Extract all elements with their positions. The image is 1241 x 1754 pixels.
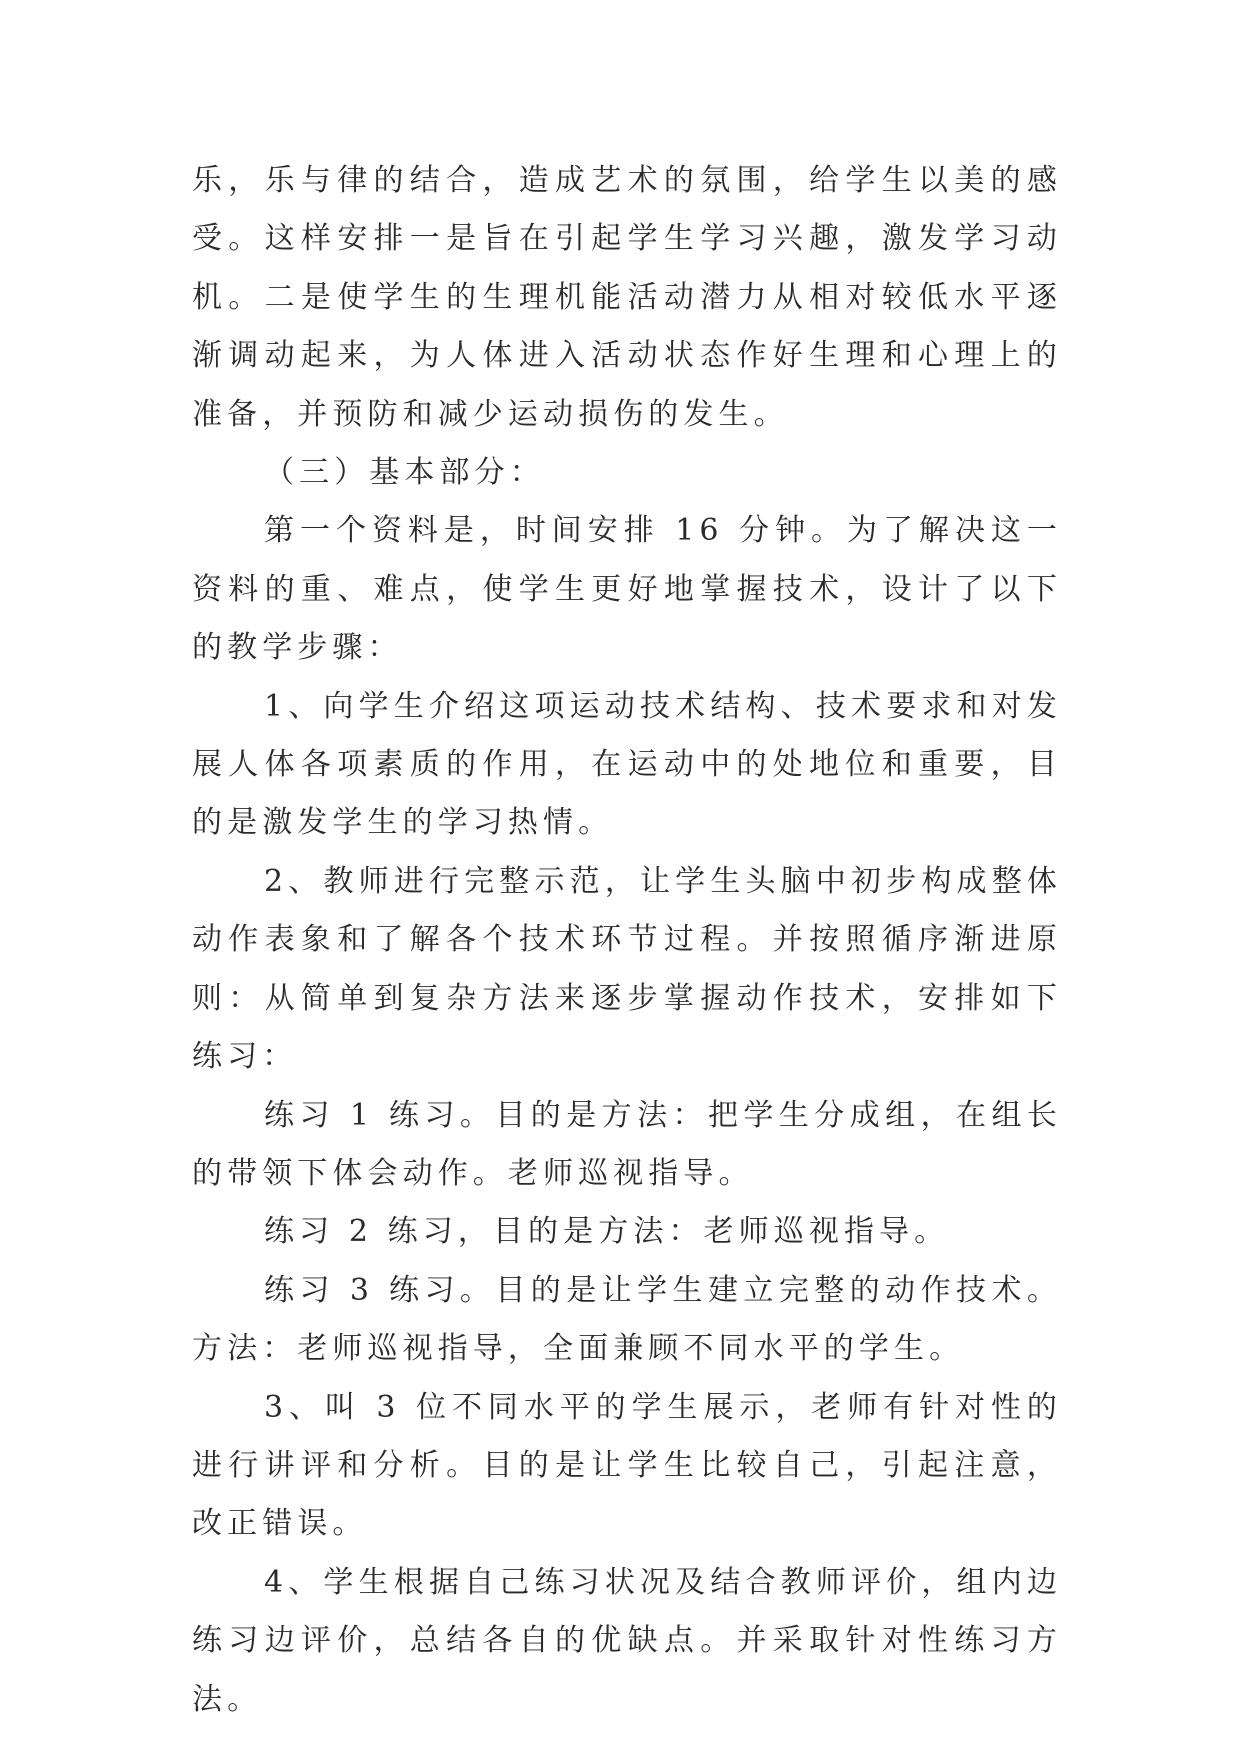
- paragraph-step-2: 2、教师进行完整示范，让学生头脑中初步构成整体动作表象和了解各个技术环节过程。并按照循序渐进原则：从简单到复杂方法来逐步掌握动作技术，安排如下练习：: [192, 863, 1062, 1075]
- paragraph-step-3: 3、叫 3 位不同水平的学生展示，老师有针对性的进行讲评和分析。目的是让学生比较自己，引起注意，改正错误。: [192, 1389, 1062, 1542]
- section-heading: （三）基本部分：: [264, 455, 545, 491]
- paragraph-step-1: 1、向学生介绍这项运动技术结构、技术要求和对发展人体各项素质的作用，在运动中的处地位和重要，目的是激发学生的学习热情。: [192, 688, 1062, 841]
- paragraph-step-4: 4、学生根据自己练习状况及结合教师评价，组内边练习边评价，总结各自的优缺点。并采取针对性练习方法。: [192, 1564, 1062, 1717]
- paragraph-first-content: 第一个资料是，时间安排 16 分钟。为了解决这一资料的重、难点，使学生更好地掌握技术，设计了以下的教学步骤：: [192, 513, 1062, 666]
- paragraph-exercise-2: 练习 2 练习，目的是方法：老师巡视指导。: [264, 1214, 950, 1250]
- paragraph-exercise-1: 练习 1 练习。目的是方法：把学生分成组，在组长的带领下体会动作。老师巡视指导。: [192, 1097, 1062, 1191]
- paragraph-continuation: 乐，乐与律的结合，造成艺术的氛围，给学生以美的感受。这样安排一是旨在引起学生学习兴趣，激发学习动机。二是使学生的生理机能活动潜力从相对较低水平逐渐调动起来，为人体进入活动状态作好生理和心理上的准备，并预防和减少运动损伤的发生。: [192, 163, 1062, 432]
- paragraph-exercise-3: 练习 3 练习。目的是让学生建立完整的动作技术。方法：老师巡视指导，全面兼顾不同水平的学生。: [192, 1272, 1062, 1367]
- document-body: [192, 152, 1062, 1729]
